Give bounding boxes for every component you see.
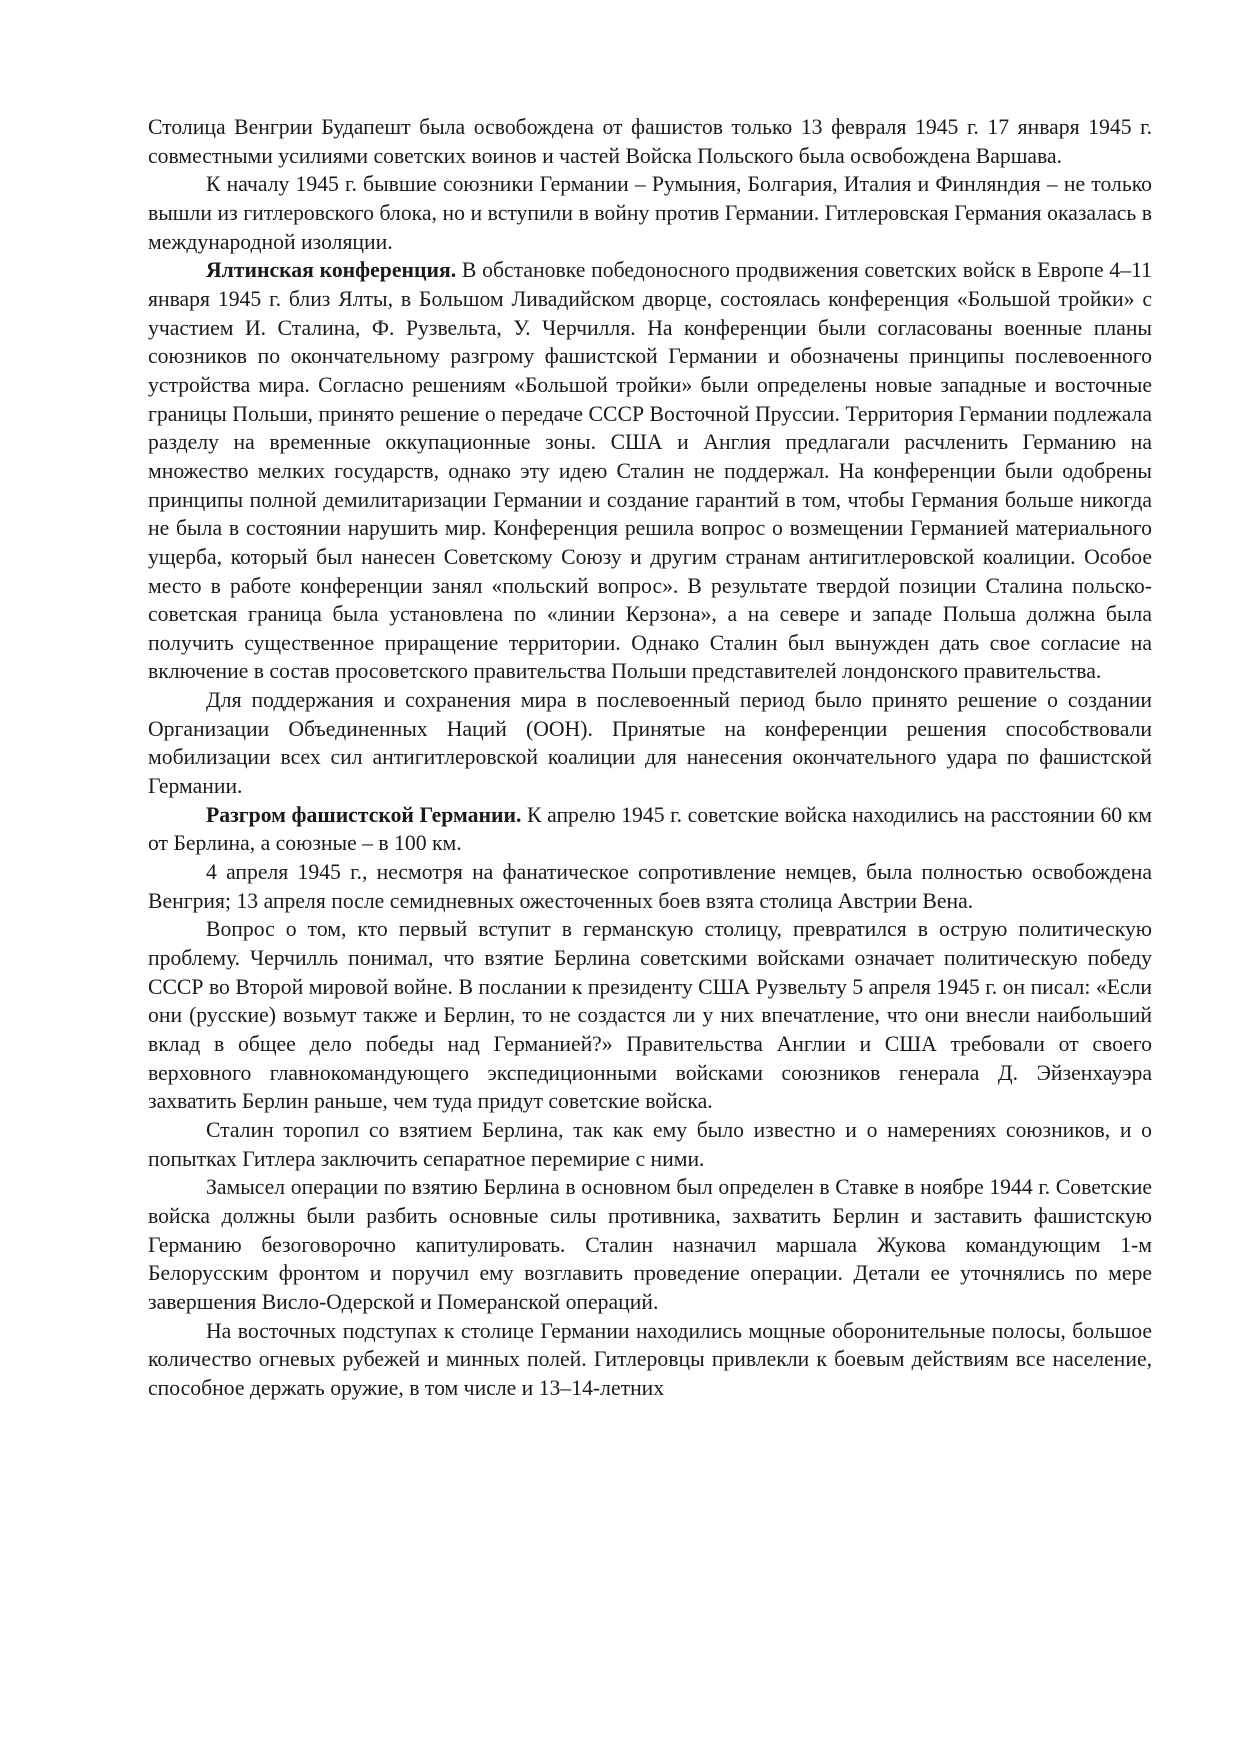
section-heading-yalta: Ялтинская конференция. — [206, 258, 457, 283]
document-page — [148, 113, 1152, 1403]
paragraph-berlin-question — [148, 915, 1152, 1116]
paragraph-hungary-vienna — [148, 858, 1152, 915]
paragraph-text: В обстановке победоносного продвижения советских войск в Европе 4–11 января 1945 г. близ Ялты, в Большом Ливадийском дворце, состоялась конференция «Большой тройки» с участием И. Сталина, Ф. Рузвельта, У. Черчилля. На конференции были согласованы военные планы союзников по окончательному разгрому фашистской Германии и обозначены принципы послевоенного устройства мира. Согласно решениям «Большой тройки» были определены новые западные и восточные границы Польши, принято решение о передаче СССР Восточной Пруссии. Территория Германии подлежала разделу на временные оккупационные зоны. США и Англия предлагали расчленить Германию на множество мелких государств, однако эту идею Сталин не поддержал. На конференции были одобрены принципы полной демилитаризации Германии и создание гарантий в том, чтобы Германия больше никогда не была в состоянии нарушить мир. Конференция решила вопрос о возмещении Германией материального ущерба, который был нанесен Советскому Союзу и другим странам антигитлеровской коалиции. Особое место в работе конференции занял «польский вопрос». В результате твердой позиции Сталина польско-советская граница была установлена по «линии Керзона», а на севере и западе Польша должна была получить существенное приращение территории. Однако Сталин был вынужден дать свое согласие на включение в состав просоветского правительства Польши представителей лондонского правительства. — [148, 258, 1152, 684]
paragraph-text: 4 апреля 1945 г., несмотря на фанатическое сопротивление немцев, была полностью освобождена Венгрия; 13 апреля после семидневных ожесточенных боев взята столица Австрии Вена. — [148, 860, 1152, 913]
paragraph-yalta-conference — [148, 256, 1152, 686]
paragraph-text: Сталин торопил со взятием Берлина, так как ему было известно и о намерениях союзников, и о попытках Гитлера заключить сепаратное перемирие с ними. — [148, 1117, 1152, 1171]
paragraph-text: Столица Венгрии Будапешт была освобождена от фашистов только 13 февраля 1945 г. 17 января 1945 г. совместными усилиями советских воинов и частей Войска Польского была освобождена Варшава. — [148, 115, 1152, 168]
paragraph-operation-plan — [148, 1173, 1152, 1316]
paragraph-text: Вопрос о том, кто первый вступит в германскую столицу, превратился в острую политическую проблему. Черчилль понимал, что взятие Берлина советскими войсками означает политическую победу СССР во Второй мировой войне. В послании к президенту США Рузвельту 5 апреля 1945 г. он писал: «Если они (русские) возьмут также и Берлин, то не создастся ли у них впечатление, что они внесли наибольший вклад в общее дело победы над Германией?» Правительства Англии и США требовали от своего верховного главнокомандующего экспедиционными войсками союзников генерала Д. Эйзенхауэра захватить Берлин раньше, чем туда придут советские войска. — [148, 917, 1152, 1114]
paragraph-text: Замысел операции по взятию Берлина в основном был определен в Ставке в ноябре 1944 г. Советские войска должны были разбить основные силы противника, захватить Берлин и заставить фашистскую Германию безоговорочно капитулировать. Сталин назначил маршала Жукова командующим 1-м Белорусским фронтом и поручил ему возглавить проведение операции. Детали ее уточнялись по мере завершения Висло-Одерской и Померанской операций. — [148, 1175, 1152, 1314]
paragraph-former-allies — [148, 170, 1152, 256]
paragraph-text: К апрелю 1945 г. советские войска находились на расстоянии 60 км от Берлина, а союзные – в 100 км. — [148, 802, 1153, 856]
paragraph-text: На восточных подступах к столице Германии находились мощные оборонительные полосы, большое количество огневых рубежей и минных полей. Гитлеровцы привлекли к боевым действиям все население, способное держать оружие, в том числе и 13–14-летних — [148, 1318, 1152, 1400]
paragraph-un-founding — [148, 686, 1152, 801]
paragraph-text: Для поддержания и сохранения мира в послевоенный период было принято решение о создании Организации Объединенных Наций (ООН). Принятые на конференции решения способствовали мобилизации всех сил антигитлеровской коалиции для нанесения окончательного удара по фашистской Германии. — [148, 688, 1152, 799]
paragraph-text: К началу 1945 г. бывшие союзники Германии – Румыния, Болгария, Италия и Финляндия – не только вышли из гитлеровского блока, но и вступили в войну против Германии. Гитлеровская Германия оказалась в международной изоляции. — [148, 172, 1152, 254]
paragraph-budapest-warsaw — [148, 113, 1152, 170]
paragraph-defeat-germany — [148, 801, 1152, 858]
paragraph-stalin-hurried — [148, 1116, 1152, 1173]
section-heading-defeat: Разгром фашистской Германии. — [206, 802, 522, 827]
paragraph-eastern-approaches — [148, 1317, 1152, 1403]
